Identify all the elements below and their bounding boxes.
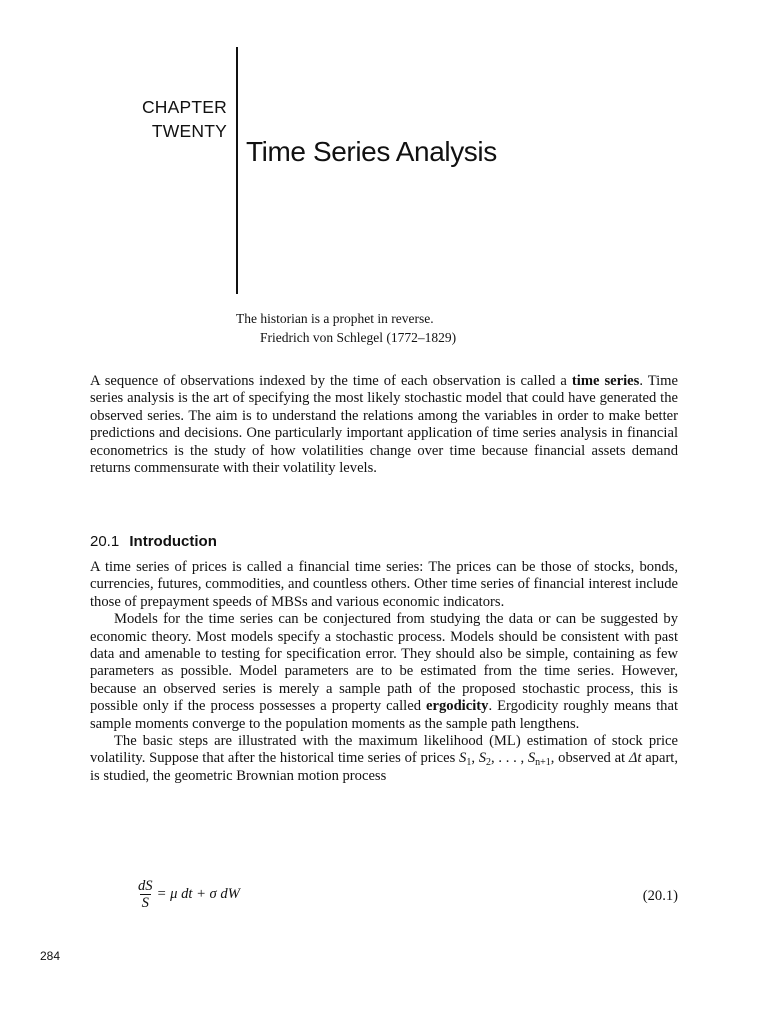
p3-sep1: , [471, 750, 479, 767]
intro-paragraph [90, 373, 678, 477]
chapter-vertical-rule [236, 47, 238, 294]
chapter-title: Time Series Analysis [246, 136, 497, 167]
section-heading [90, 532, 217, 552]
p3-dots: , . . . , [490, 750, 528, 767]
equation-20-1 [138, 878, 240, 911]
page-number: 284 [40, 949, 61, 963]
p2-text-b: . Ergodicity roughly means that sample moments converge to the population moments as the sample path lengthens. [90, 698, 678, 732]
p3-text-c: apart, is studied, the geometric Brownian motion process [90, 750, 679, 784]
intro-text-b: . Time series analysis is the art of specifying the most likely stochastic model that could have generated the observed series. The aim is to understand the relations among the variables in order to make better predictions and decisions. One particularly important application of time series analysis in financial econometrics is the study of how volatilities change over time because financial assets demand returns commensurate with their volatility levels. [90, 373, 679, 477]
body-paragraph-3 [90, 733, 678, 785]
p3-sub1: 1 [466, 757, 472, 769]
chapter-label-line2: TWENTY [151, 121, 227, 141]
chapter-label-line1: CHAPTER [141, 97, 227, 117]
p3-text-b: , observed at [550, 750, 629, 767]
equation-rhs: = μ dt + σ dW [156, 886, 240, 902]
p2-term: ergodicity [426, 698, 489, 715]
p3-text-a: The basic steps are illustrated with the maximum likelihood (ML) estimation of stock price volatility. Suppose that after the historical time series of prices [90, 733, 678, 767]
p3-dt: Δt [628, 750, 642, 767]
equation-fraction [138, 878, 153, 911]
equation-denominator: S [141, 895, 149, 911]
equation-number: (20.1) [642, 888, 678, 904]
p3-subn: n+1 [535, 757, 551, 769]
section-number: 20.1 [90, 533, 120, 550]
section-body [90, 559, 678, 785]
equation-numerator: dS [138, 878, 153, 894]
p3-s2: S [478, 750, 486, 767]
p3-s1: S [459, 750, 467, 767]
epigraph [236, 309, 456, 347]
epigraph-quote: The historian is a prophet in reverse. [236, 311, 434, 326]
p3-sub2: 2 [485, 757, 491, 769]
p3-sn: S [527, 750, 536, 767]
intro-term: time series [571, 373, 640, 389]
section-title: Introduction [129, 533, 217, 550]
intro-text-a: A sequence of observations indexed by the time of each observation is called a [90, 373, 572, 389]
body-paragraph-1: A time series of prices is called a financial time series: The prices can be those of stocks, bonds, currencies, futures, commodities, and countless others. Other time series of financial interest include those of prepayment speeds of MBSs and various economic indicators. [90, 559, 678, 610]
epigraph-author: Friedrich von Schlegel (1772–1829) [260, 330, 457, 345]
body-paragraph-2 [90, 611, 678, 733]
chapter-label [142, 95, 227, 143]
p2-text-a: Models for the time series can be conjectured from studying the data or can be suggested by economic theory. Most models specify a stochastic process. Models should be consistent with past data and amenable to testing for specification error. They should also be simple, containing as few parameters as possible. Model parameters are to be estimated from the time series. However, because an observed series is merely a sample path of the proposed stochastic process, this is possible only if the process possesses a property called [90, 611, 678, 715]
